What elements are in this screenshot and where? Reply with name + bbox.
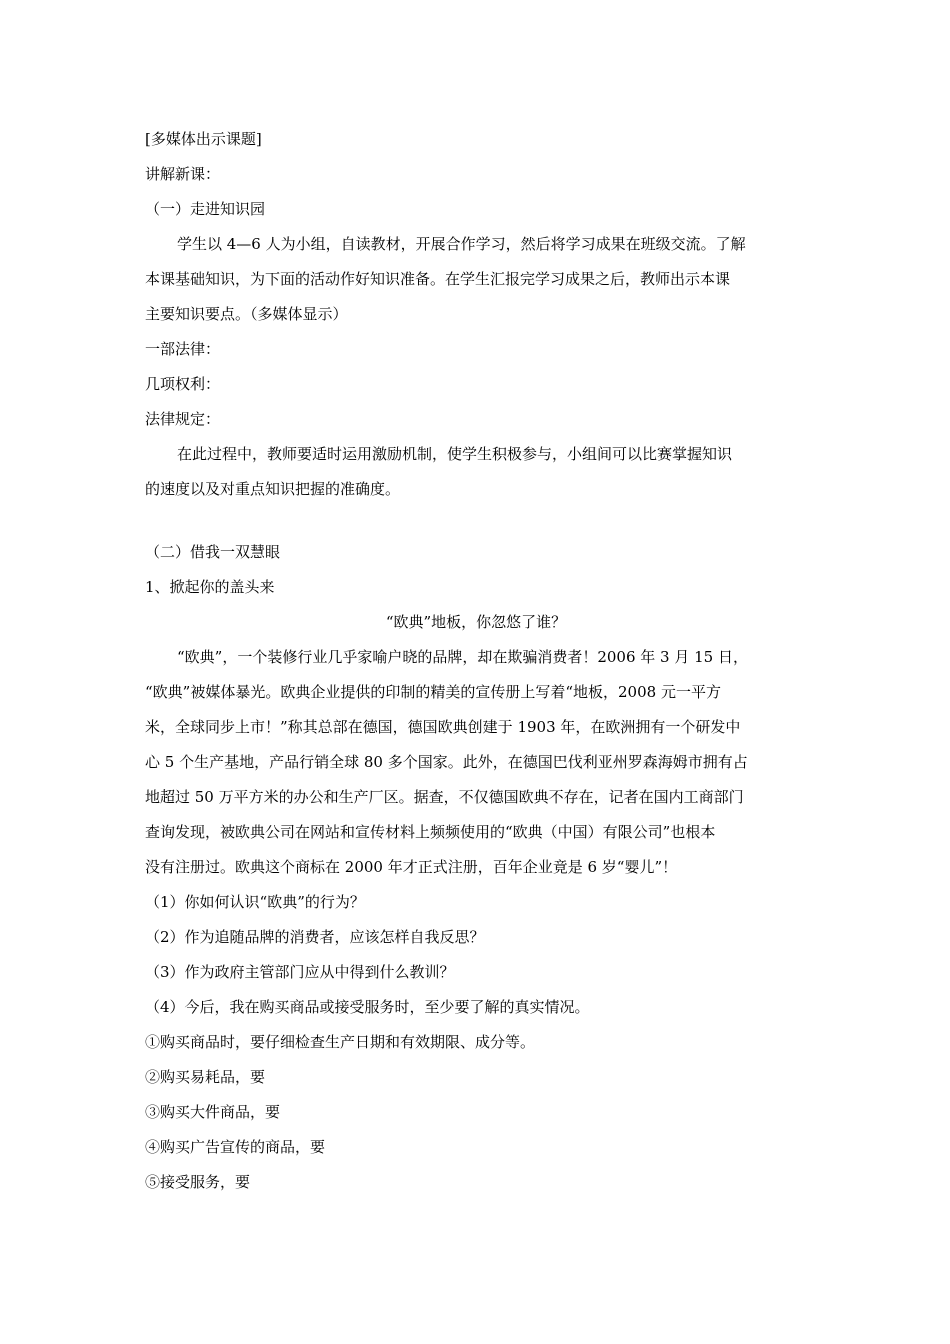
checklist-item: ⑤接受服务，要 bbox=[145, 1173, 251, 1191]
section-1-title: （一）走进知识园 bbox=[145, 200, 266, 218]
paragraph-line: 本课基础知识，为下面的活动作好知识准备。在学生汇报完学习成果之后，教师出示本课 bbox=[145, 270, 731, 288]
checklist-item: ①购买商品时，要仔细检查生产日期和有效期限、成分等。 bbox=[145, 1033, 536, 1051]
case-text-line: 查询发现，被欧典公司在网站和宣传材料上频频使用的“欧典（中国）有限公司”也根本 bbox=[145, 823, 716, 841]
case-text-line: 心 5 个生产基地，产品行销全球 80 多个国家。此外，在德国巴伐利亚州罗森海姆市拥有占 bbox=[145, 753, 748, 771]
case-text-line: 地超过 50 万平方米的办公和生产厂区。据查，不仅德国欧典不存在，记者在国内工商部门 bbox=[145, 788, 744, 806]
blank-spacer bbox=[145, 507, 807, 535]
question-item: （1）你如何认识“欧典”的行为？ bbox=[145, 893, 365, 911]
knowledge-item-rules: 法律规定： bbox=[145, 410, 221, 428]
checklist-item: ②购买易耗品，要 bbox=[145, 1068, 266, 1086]
case-text-line: 米，全球同步上市！”称其总部在德国，德国欧典创建于 1903 年，在欧洲拥有一个研发中 bbox=[145, 718, 741, 736]
subsection-title: 1、掀起你的盖头来 bbox=[145, 578, 275, 596]
knowledge-item-law: 一部法律： bbox=[145, 340, 221, 358]
knowledge-item-rights: 几项权利： bbox=[145, 375, 221, 393]
paragraph-line: 主要知识要点。（多媒体显示） bbox=[145, 305, 348, 323]
paragraph-line: 在此过程中，教师要适时运用激励机制，使学生积极参与，小组间可以比赛掌握知识 bbox=[177, 445, 733, 463]
checklist-item: ④购买广告宣传的商品，要 bbox=[145, 1138, 326, 1156]
paragraph-line: 的速度以及对重点知识把握的准确度。 bbox=[145, 480, 401, 498]
document-body bbox=[145, 122, 807, 1200]
section-2-title: （二）借我一双慧眼 bbox=[145, 543, 281, 561]
question-item: （3）作为政府主管部门应从中得到什么教训？ bbox=[145, 963, 455, 981]
case-title: “欧典”地板，你忽悠了谁？ bbox=[385, 613, 567, 631]
case-text-line: “欧典”被媒体暴光。欧典企业提供的印制的精美的宣传册上写着“地板，2008 元一平方 bbox=[145, 683, 721, 701]
case-text-line: 没有注册过。欧典这个商标在 2000 年才正式注册，百年企业竟是 6 岁“婴儿”！ bbox=[145, 858, 678, 876]
multimedia-topic-line: [多媒体出示课题] bbox=[145, 130, 262, 148]
checklist-item: ③购买大件商品，要 bbox=[145, 1103, 281, 1121]
new-lesson-heading: 讲解新课： bbox=[145, 165, 221, 183]
question-item: （2）作为追随品牌的消费者，应该怎样自我反思？ bbox=[145, 928, 485, 946]
paragraph-line: 学生以 4—6 人为小组，自读教材，开展合作学习，然后将学习成果在班级交流。了解 bbox=[177, 235, 746, 253]
question-item: （4）今后，我在购买商品或接受服务时，至少要了解的真实情况。 bbox=[145, 998, 590, 1016]
case-text-line: “欧典”，一个装修行业几乎家喻户晓的品牌，却在欺骗消费者！2006 年 3 月 15 日， bbox=[177, 648, 748, 666]
